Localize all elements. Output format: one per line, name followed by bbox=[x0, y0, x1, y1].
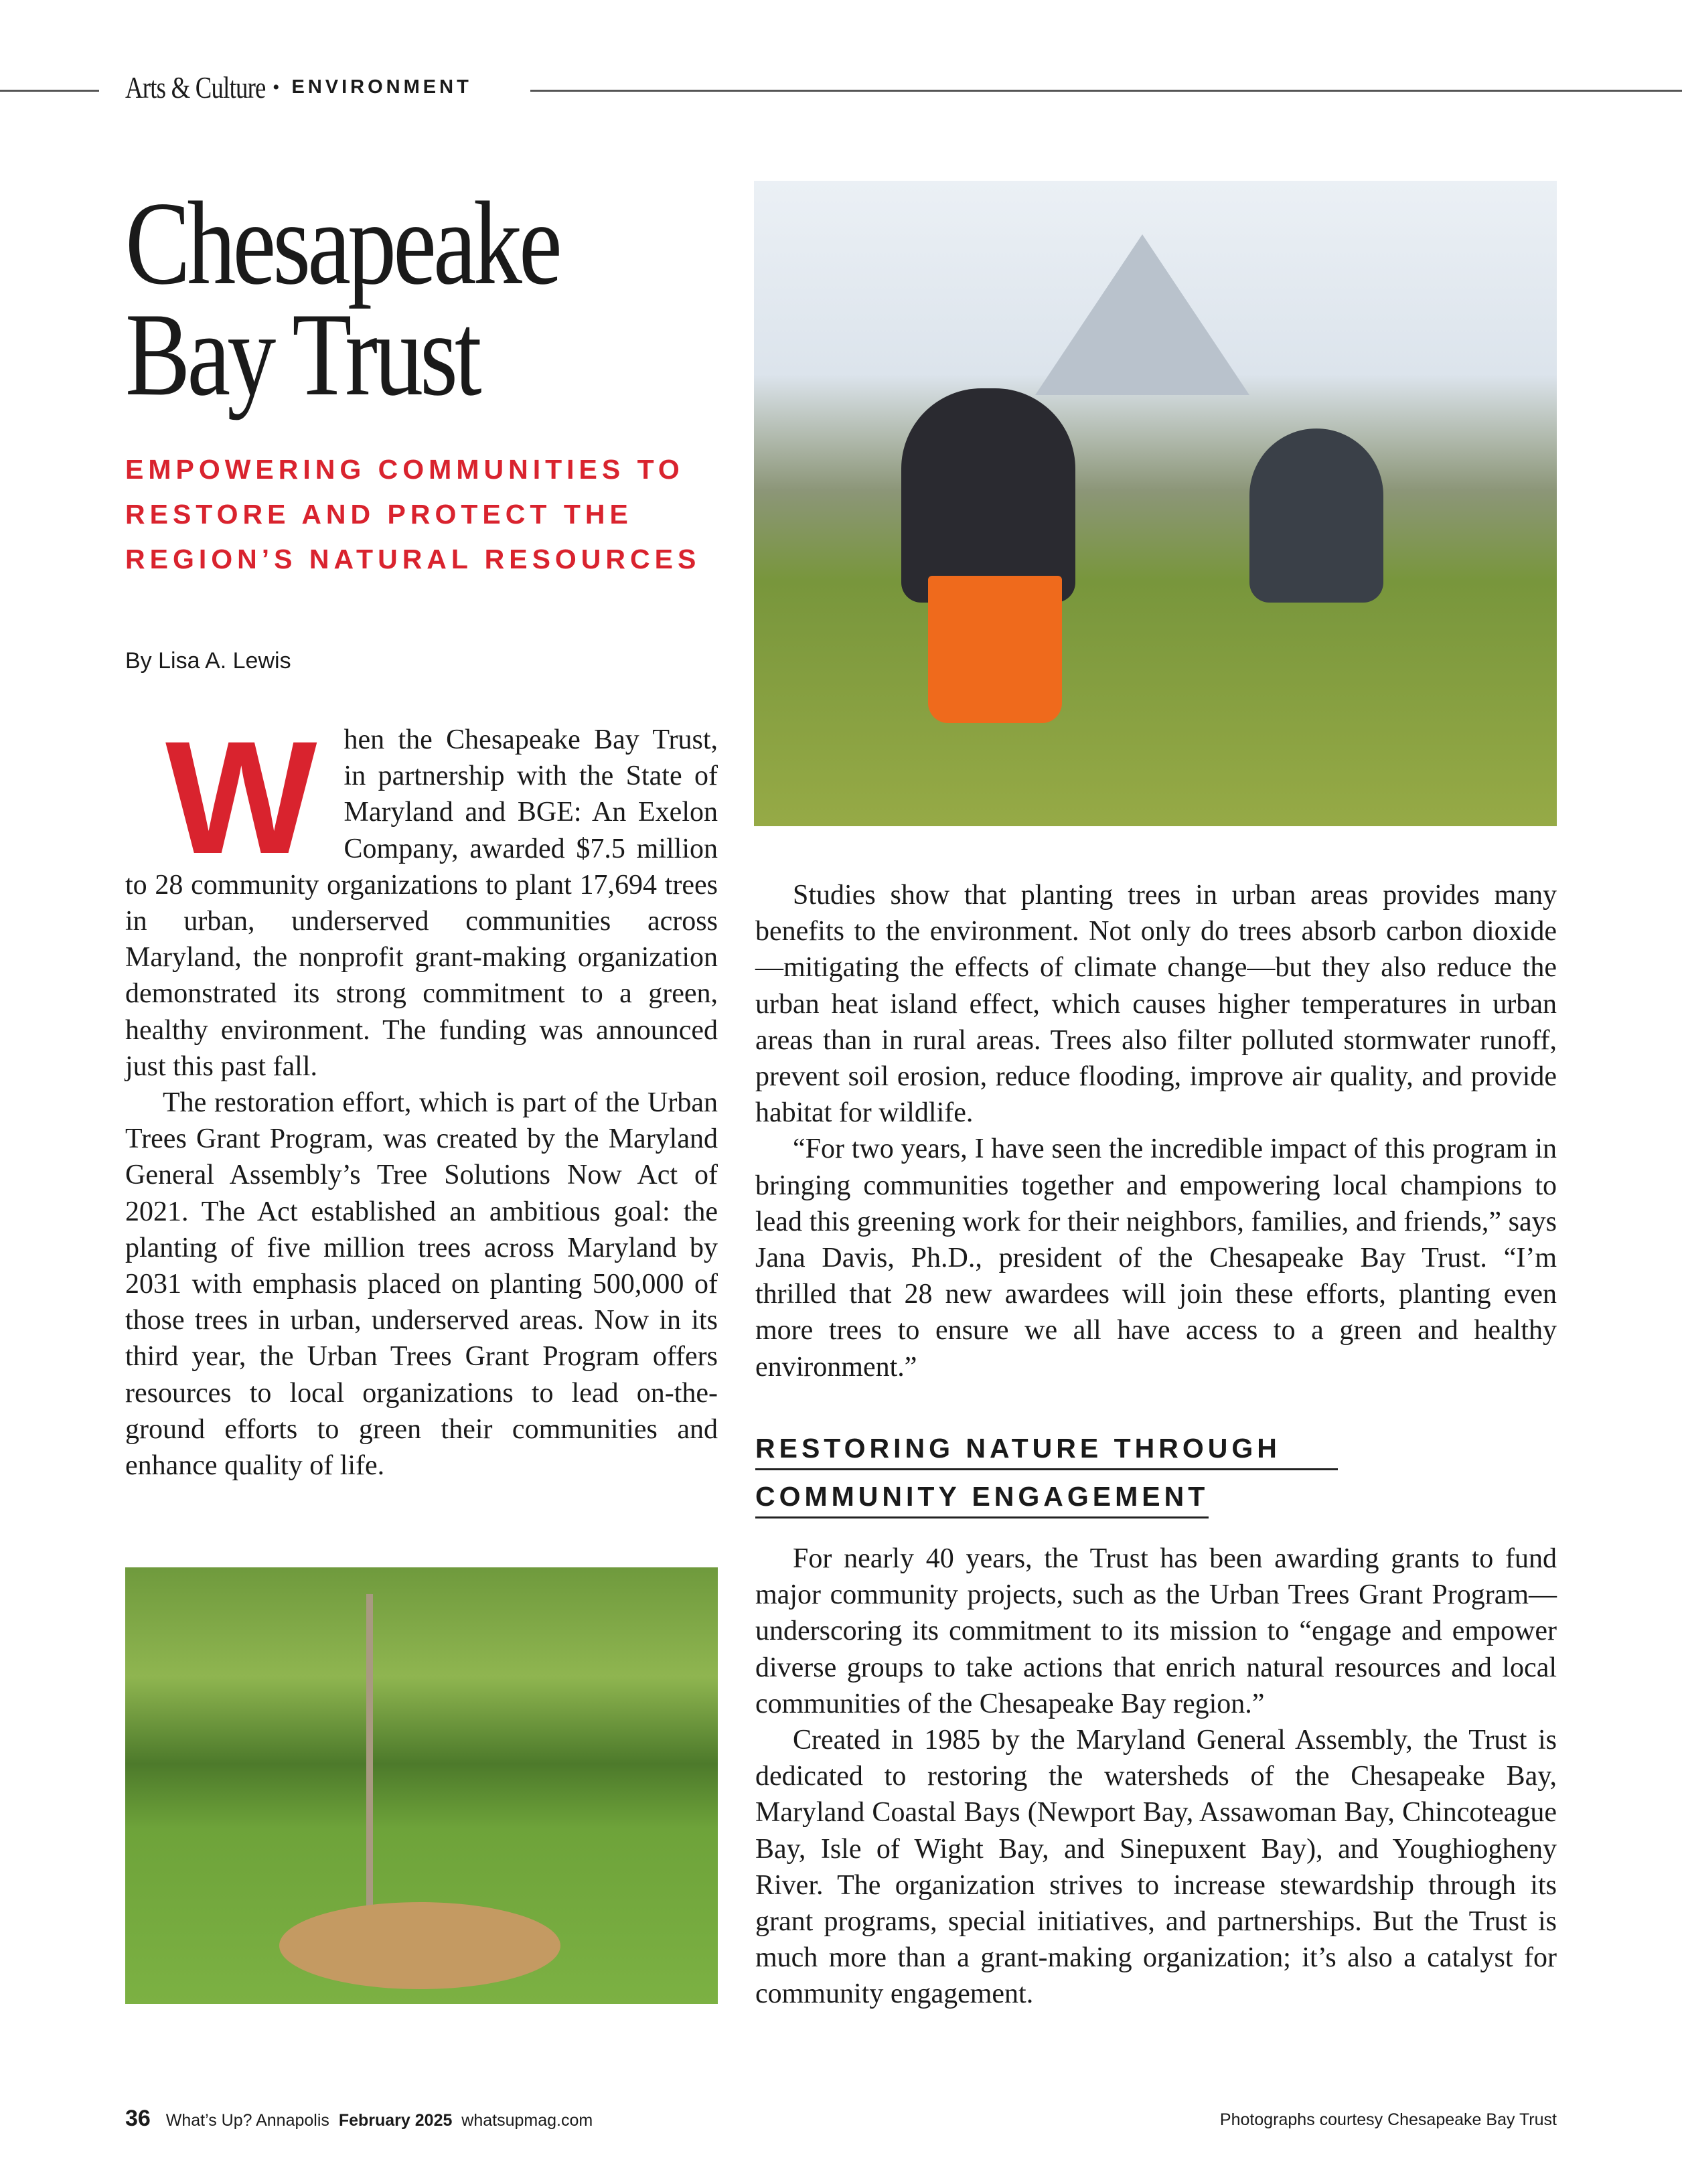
separator: • bbox=[272, 76, 280, 98]
dirt-mound bbox=[279, 1902, 560, 1989]
subtitle: EMPOWERING COMMUNITIES TO RESTORE AND PROTECT THE REGION’S NATURAL RESOURCES bbox=[125, 454, 701, 574]
paragraph: For nearly 40 years, the Trust has been awarding grants to fund major community projects, such as the Urban Trees Grant Program—underscoring its commitment to its mission to “engage and empower diverse groups to take actions that enrich natural resources and local communities of the Chesapeake Bay region.” bbox=[755, 1543, 1557, 1719]
footer-left bbox=[125, 2106, 593, 2132]
paragraph: Studies show that planting trees in urban areas provides many benefits to the environment. Not only do trees absorb carbon dioxide—mitigating the effects of climate change—but they also reduce the urban heat island effect, which causes higher temperatures in urban areas than in rural areas. Trees also filter polluted stormwater runoff, prevent soil erosion, reduce flooding, improve air quality, and provide habitat for wildlife. bbox=[755, 880, 1557, 1129]
photo-kids-planting-tree bbox=[125, 1567, 718, 2004]
left-column bbox=[125, 708, 718, 1484]
category-name: ENVIRONMENT bbox=[291, 76, 472, 98]
paragraph: The restoration effort, which is part of the Urban Trees Grant Program, was created by the Maryland General Assembly’s Tree Solutions Now Act of 2021. The Act established an ambitious goal: the planting of five million trees across Maryland by 2031 with emphasis placed on planting 500,000 of those trees in urban, underserved areas. Now in its third year, the Urban Trees Grant Program offers resources to local organizations to lead on-the-ground efforts to green their communities and enhance quality of life. bbox=[125, 1087, 718, 1482]
section-kicker bbox=[125, 70, 472, 105]
worker bbox=[901, 388, 1075, 603]
title-line-1: Chesapeake bbox=[125, 177, 559, 309]
section-heading-line-2: COMMUNITY ENGAGEMENT bbox=[755, 1481, 1209, 1518]
right-column-top bbox=[755, 877, 1557, 1385]
byline: By Lisa A. Lewis bbox=[125, 648, 291, 674]
paragraph: “For two years, I have seen the incredible impact of this program in bringing communities together and empowering local champions to lead this greening work for their neighbors, families, and friends,” says Jana Davis, Ph.D., president of the Chesapeake Bay Trust. “I’m thrilled that 28 new awardees will join these efforts, planting even more trees to ensure we all have access to a green and healthy environment.” bbox=[755, 1134, 1557, 1383]
issue-date: February 2025 bbox=[338, 2111, 453, 2130]
drop-cap: W bbox=[165, 708, 317, 887]
paragraph: Created in 1985 by the Maryland General Assembly, the Trust is dedicated to restoring the watersheds of the Chesapeake Bay, Maryland Coastal Bays (Newport Bay, Assawoman Bay, Chincoteague Bay, Isle of Wight Bay, and Sinepuxent Bay), and Youghiogheny River. The organization strives to increase stewardship through its grant programs, special initiatives, and partnerships. But the Trust is much more than a grant-making organization; it’s also a catalyst for community engagement. bbox=[755, 1725, 1557, 2010]
photo-workers-planting bbox=[754, 181, 1557, 826]
header-rule-left bbox=[0, 90, 99, 92]
photo-credit: Photographs courtesy Chesapeake Bay Trust bbox=[1219, 2110, 1557, 2129]
building bbox=[1035, 234, 1249, 395]
publication: What’s Up? Annapolis bbox=[165, 2111, 329, 2130]
page-number: 36 bbox=[125, 2106, 151, 2131]
section-name: Arts & Culture bbox=[125, 70, 266, 104]
right-column-bottom bbox=[755, 1541, 1557, 2013]
orange-bucket bbox=[928, 576, 1062, 723]
page-title bbox=[125, 177, 784, 420]
title-line-2: Bay Trust bbox=[125, 288, 479, 420]
website: whatsupmag.com bbox=[461, 2111, 593, 2130]
worker bbox=[1249, 428, 1383, 603]
section-heading-line-1: RESTORING NATURE THROUGH bbox=[755, 1433, 1338, 1470]
header-rule-right bbox=[530, 90, 1682, 92]
paragraph: hen the Chesapeake Bay Trust, in partnership with the State of Maryland and BGE: An Exelon Company, awarded $7.5 million to 28 community organizations to plant 17,694 trees in urban, underserved communities across Maryland, the nonprofit grant-making organization demonstrated its strong commitment to a green, healthy environment. The funding was announced just this past fall. bbox=[125, 724, 718, 1082]
